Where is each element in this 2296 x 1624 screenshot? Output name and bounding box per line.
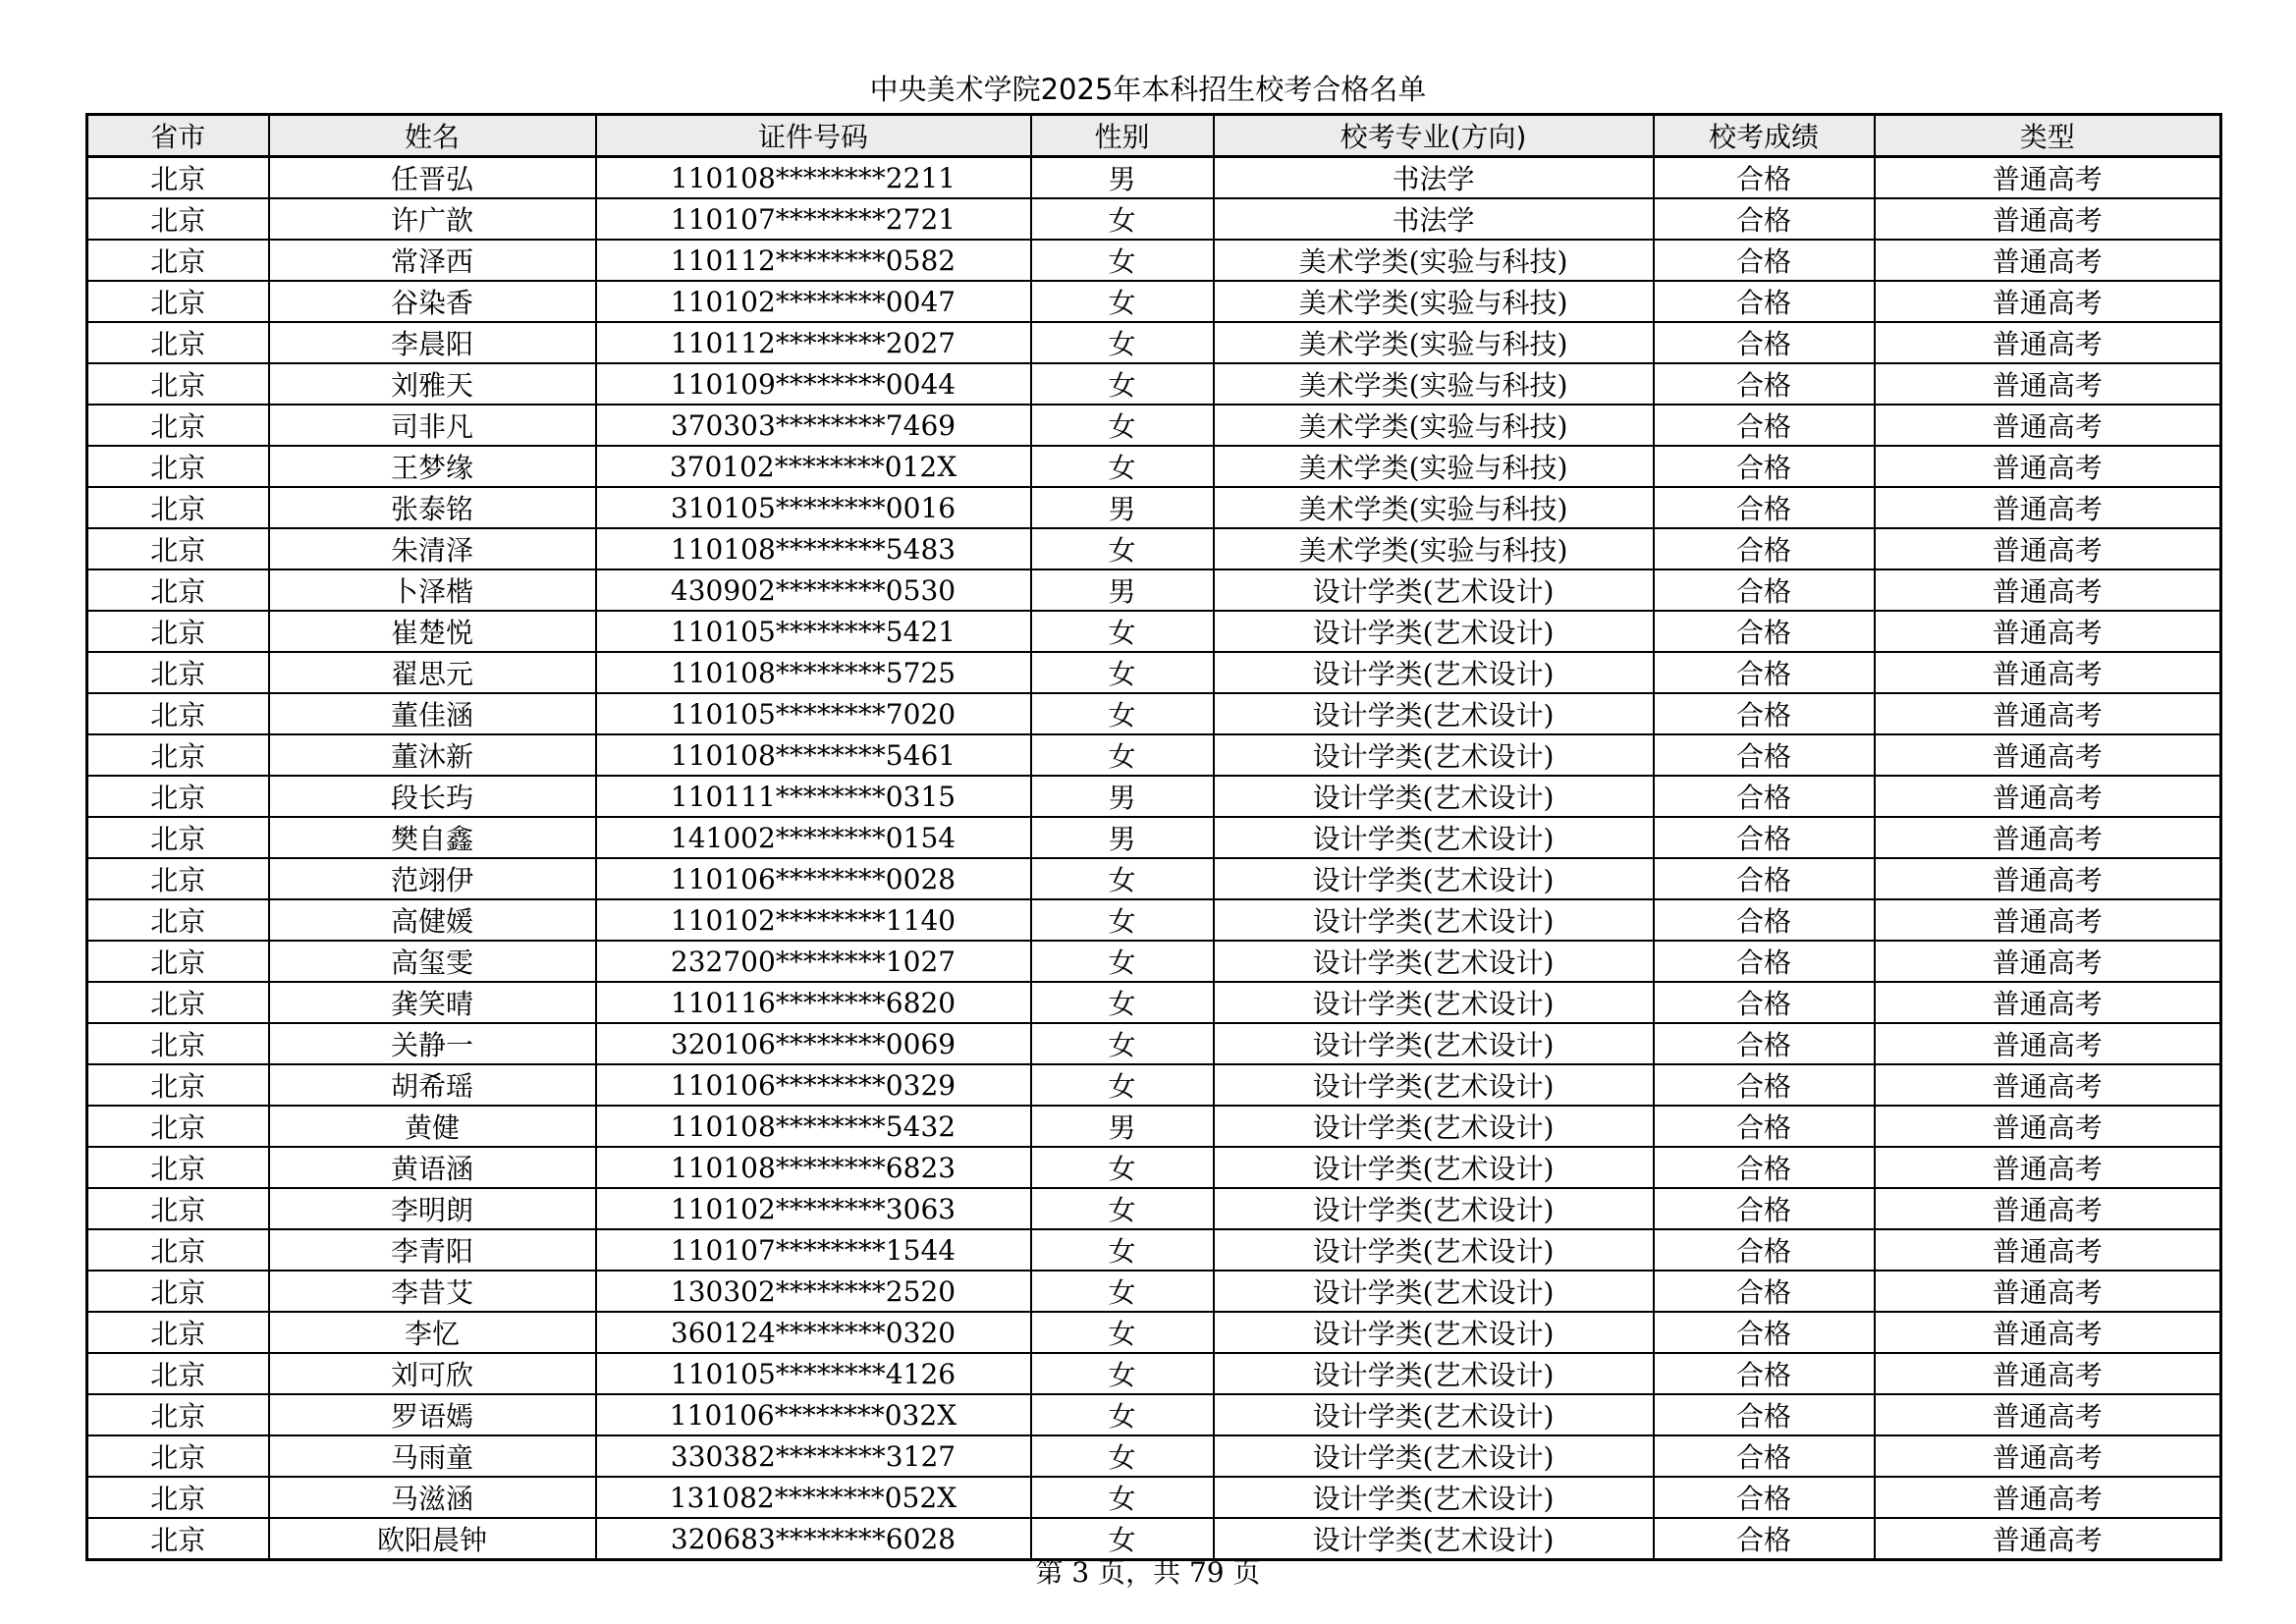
gender-cell: 女 [1031,1394,1214,1435]
id-number-cell: 110108********5461 [596,734,1031,776]
id-number-cell: 370303********7469 [596,405,1031,446]
name-cell: 卜泽楷 [269,569,596,611]
name-cell: 任晋弘 [269,157,596,199]
type-cell: 普通高考 [1875,487,2221,528]
id-number-cell: 110108********2211 [596,157,1031,199]
type-cell: 普通高考 [1875,1394,2221,1435]
id-number-cell: 110105********7020 [596,693,1031,734]
name-cell: 李青阳 [269,1229,596,1271]
type-cell: 普通高考 [1875,817,2221,858]
result-cell: 合格 [1654,363,1875,405]
id-number-cell: 130302********2520 [596,1271,1031,1312]
result-cell: 合格 [1654,1023,1875,1064]
id-number-cell: 110108********5483 [596,528,1031,569]
type-cell: 普通高考 [1875,1188,2221,1229]
province-cell: 北京 [87,858,269,899]
major-cell: 书法学 [1214,198,1654,240]
name-cell: 关静一 [269,1023,596,1064]
province-cell: 北京 [87,776,269,817]
result-cell: 合格 [1654,1312,1875,1353]
name-cell: 许广歆 [269,198,596,240]
gender-cell: 女 [1031,322,1214,363]
id-number-cell: 320106********0069 [596,1023,1031,1064]
type-cell: 普通高考 [1875,446,2221,487]
id-number-cell: 110107********2721 [596,198,1031,240]
table-row [87,528,2221,569]
type-cell: 普通高考 [1875,322,2221,363]
result-cell: 合格 [1654,1271,1875,1312]
province-cell: 北京 [87,1229,269,1271]
major-cell: 设计学类(艺术设计) [1214,1147,1654,1188]
table-row [87,982,2221,1023]
name-cell: 董沐新 [269,734,596,776]
province-cell: 北京 [87,240,269,281]
major-cell: 美术学类(实验与科技) [1214,363,1654,405]
result-cell: 合格 [1654,1106,1875,1147]
gender-cell: 女 [1031,899,1214,941]
id-number-cell: 110106********0028 [596,858,1031,899]
gender-cell: 女 [1031,1229,1214,1271]
gender-cell: 女 [1031,1271,1214,1312]
result-cell: 合格 [1654,1229,1875,1271]
table-row [87,1312,2221,1353]
major-cell: 设计学类(艺术设计) [1214,817,1654,858]
province-cell: 北京 [87,941,269,982]
name-cell: 马滋涵 [269,1477,596,1518]
id-number-cell: 310105********0016 [596,487,1031,528]
province-cell: 北京 [87,446,269,487]
id-number-cell: 232700********1027 [596,941,1031,982]
major-cell: 设计学类(艺术设计) [1214,1394,1654,1435]
major-cell: 设计学类(艺术设计) [1214,899,1654,941]
major-cell: 设计学类(艺术设计) [1214,1271,1654,1312]
type-cell: 普通高考 [1875,569,2221,611]
table-row [87,858,2221,899]
type-cell: 普通高考 [1875,240,2221,281]
id-number-cell: 110116********6820 [596,982,1031,1023]
type-cell: 普通高考 [1875,281,2221,322]
table-row [87,652,2221,693]
table-row [87,1353,2221,1394]
name-cell: 高健媛 [269,899,596,941]
type-cell: 普通高考 [1875,941,2221,982]
result-cell: 合格 [1654,446,1875,487]
table-row [87,1271,2221,1312]
gender-cell: 男 [1031,817,1214,858]
result-cell: 合格 [1654,982,1875,1023]
name-cell: 王梦缘 [269,446,596,487]
major-cell: 设计学类(艺术设计) [1214,1353,1654,1394]
id-number-cell: 141002********0154 [596,817,1031,858]
name-cell: 朱清泽 [269,528,596,569]
gender-cell: 女 [1031,941,1214,982]
major-cell: 美术学类(实验与科技) [1214,487,1654,528]
gender-cell: 男 [1031,487,1214,528]
major-cell: 美术学类(实验与科技) [1214,240,1654,281]
result-cell: 合格 [1654,1477,1875,1518]
name-cell: 刘雅天 [269,363,596,405]
column-header-province: 省市 [87,115,269,157]
table-row [87,611,2221,652]
gender-cell: 女 [1031,1312,1214,1353]
table-row [87,363,2221,405]
column-header-name: 姓名 [269,115,596,157]
gender-cell: 女 [1031,652,1214,693]
column-header-major: 校考专业(方向) [1214,115,1654,157]
id-number-cell: 131082********052X [596,1477,1031,1518]
id-number-cell: 110109********0044 [596,363,1031,405]
table-row [87,1147,2221,1188]
name-cell: 董佳涵 [269,693,596,734]
name-cell: 李忆 [269,1312,596,1353]
province-cell: 北京 [87,528,269,569]
table-row [87,1064,2221,1106]
major-cell: 美术学类(实验与科技) [1214,528,1654,569]
name-cell: 李明朗 [269,1188,596,1229]
name-cell: 刘可欣 [269,1353,596,1394]
name-cell: 司非凡 [269,405,596,446]
major-cell: 设计学类(艺术设计) [1214,693,1654,734]
name-cell: 黄语涵 [269,1147,596,1188]
major-cell: 设计学类(艺术设计) [1214,941,1654,982]
major-cell: 设计学类(艺术设计) [1214,1229,1654,1271]
type-cell: 普通高考 [1875,1064,2221,1106]
province-cell: 北京 [87,157,269,199]
type-cell: 普通高考 [1875,1518,2221,1560]
gender-cell: 女 [1031,240,1214,281]
major-cell: 书法学 [1214,157,1654,199]
gender-cell: 女 [1031,281,1214,322]
major-cell: 设计学类(艺术设计) [1214,611,1654,652]
gender-cell: 男 [1031,776,1214,817]
column-header-result: 校考成绩 [1654,115,1875,157]
id-number-cell: 430902********0530 [596,569,1031,611]
type-cell: 普通高考 [1875,1023,2221,1064]
type-cell: 普通高考 [1875,1435,2221,1477]
province-cell: 北京 [87,487,269,528]
province-cell: 北京 [87,1312,269,1353]
type-cell: 普通高考 [1875,157,2221,199]
province-cell: 北京 [87,198,269,240]
gender-cell: 男 [1031,569,1214,611]
table-row [87,734,2221,776]
id-number-cell: 110108********5432 [596,1106,1031,1147]
id-number-cell: 330382********3127 [596,1435,1031,1477]
gender-cell: 女 [1031,611,1214,652]
type-cell: 普通高考 [1875,363,2221,405]
table-body [87,157,2221,1560]
gender-cell: 女 [1031,528,1214,569]
name-cell: 常泽西 [269,240,596,281]
type-cell: 普通高考 [1875,982,2221,1023]
table-row [87,1435,2221,1477]
result-cell: 合格 [1654,1353,1875,1394]
result-cell: 合格 [1654,1188,1875,1229]
gender-cell: 女 [1031,982,1214,1023]
major-cell: 设计学类(艺术设计) [1214,1106,1654,1147]
gender-cell: 女 [1031,1353,1214,1394]
id-number-cell: 110105********5421 [596,611,1031,652]
major-cell: 设计学类(艺术设计) [1214,1312,1654,1353]
id-number-cell: 110112********2027 [596,322,1031,363]
table-row [87,1188,2221,1229]
name-cell: 崔楚悦 [269,611,596,652]
table-row [87,569,2221,611]
type-cell: 普通高考 [1875,1229,2221,1271]
id-number-cell: 110102********1140 [596,899,1031,941]
result-cell: 合格 [1654,322,1875,363]
province-cell: 北京 [87,652,269,693]
table-row [87,817,2221,858]
id-number-cell: 370102********012X [596,446,1031,487]
gender-cell: 女 [1031,1147,1214,1188]
province-cell: 北京 [87,569,269,611]
type-cell: 普通高考 [1875,734,2221,776]
province-cell: 北京 [87,611,269,652]
result-cell: 合格 [1654,899,1875,941]
gender-cell: 女 [1031,446,1214,487]
id-number-cell: 360124********0320 [596,1312,1031,1353]
page-footer: 第 3 页，共 79 页 [1035,1556,1261,1589]
province-cell: 北京 [87,1147,269,1188]
result-cell: 合格 [1654,528,1875,569]
table-row [87,322,2221,363]
province-cell: 北京 [87,1394,269,1435]
id-number-cell: 110106********032X [596,1394,1031,1435]
province-cell: 北京 [87,1188,269,1229]
province-cell: 北京 [87,363,269,405]
result-cell: 合格 [1654,858,1875,899]
type-cell: 普通高考 [1875,693,2221,734]
table-header-row [87,115,2221,157]
major-cell: 设计学类(艺术设计) [1214,776,1654,817]
result-cell: 合格 [1654,240,1875,281]
type-cell: 普通高考 [1875,1353,2221,1394]
type-cell: 普通高考 [1875,405,2221,446]
result-cell: 合格 [1654,817,1875,858]
table-row [87,1394,2221,1435]
major-cell: 设计学类(艺术设计) [1214,1518,1654,1560]
gender-cell: 女 [1031,1188,1214,1229]
province-cell: 北京 [87,1518,269,1560]
column-header-id-number: 证件号码 [596,115,1031,157]
result-cell: 合格 [1654,569,1875,611]
major-cell: 设计学类(艺术设计) [1214,1188,1654,1229]
province-cell: 北京 [87,1106,269,1147]
type-cell: 普通高考 [1875,611,2221,652]
type-cell: 普通高考 [1875,858,2221,899]
result-cell: 合格 [1654,157,1875,199]
major-cell: 设计学类(艺术设计) [1214,1435,1654,1477]
table-row [87,446,2221,487]
province-cell: 北京 [87,1477,269,1518]
result-cell: 合格 [1654,1394,1875,1435]
result-cell: 合格 [1654,652,1875,693]
name-cell: 张泰铭 [269,487,596,528]
province-cell: 北京 [87,734,269,776]
result-cell: 合格 [1654,611,1875,652]
id-number-cell: 110108********5725 [596,652,1031,693]
gender-cell: 男 [1031,1106,1214,1147]
id-number-cell: 110106********0329 [596,1064,1031,1106]
table-row [87,1477,2221,1518]
result-cell: 合格 [1654,1518,1875,1560]
result-cell: 合格 [1654,1435,1875,1477]
id-number-cell: 110107********1544 [596,1229,1031,1271]
table-row [87,693,2221,734]
type-cell: 普通高考 [1875,1312,2221,1353]
page-title: 中央美术学院2025年本科招生校考合格名单 [869,73,1427,106]
province-cell: 北京 [87,1353,269,1394]
table-row [87,405,2221,446]
province-cell: 北京 [87,281,269,322]
province-cell: 北京 [87,693,269,734]
name-cell: 马雨童 [269,1435,596,1477]
id-number-cell: 320683********6028 [596,1518,1031,1560]
gender-cell: 女 [1031,1064,1214,1106]
name-cell: 胡希瑶 [269,1064,596,1106]
gender-cell: 女 [1031,1518,1214,1560]
gender-cell: 男 [1031,157,1214,199]
province-cell: 北京 [87,817,269,858]
name-cell: 欧阳晨钟 [269,1518,596,1560]
result-cell: 合格 [1654,198,1875,240]
major-cell: 设计学类(艺术设计) [1214,858,1654,899]
gender-cell: 女 [1031,693,1214,734]
province-cell: 北京 [87,322,269,363]
gender-cell: 女 [1031,858,1214,899]
result-cell: 合格 [1654,487,1875,528]
table-row [87,776,2221,817]
gender-cell: 女 [1031,734,1214,776]
major-cell: 设计学类(艺术设计) [1214,652,1654,693]
name-cell: 罗语嫣 [269,1394,596,1435]
province-cell: 北京 [87,1064,269,1106]
table-row [87,240,2221,281]
table-row [87,1106,2221,1147]
result-cell: 合格 [1654,734,1875,776]
type-cell: 普通高考 [1875,899,2221,941]
name-cell: 樊自鑫 [269,817,596,858]
province-cell: 北京 [87,1023,269,1064]
table-row [87,1229,2221,1271]
province-cell: 北京 [87,1435,269,1477]
name-cell: 高玺雯 [269,941,596,982]
name-cell: 黄健 [269,1106,596,1147]
result-cell: 合格 [1654,1064,1875,1106]
column-header-gender: 性别 [1031,115,1214,157]
major-cell: 设计学类(艺术设计) [1214,1023,1654,1064]
major-cell: 设计学类(艺术设计) [1214,982,1654,1023]
result-cell: 合格 [1654,1147,1875,1188]
id-number-cell: 110102********3063 [596,1188,1031,1229]
result-cell: 合格 [1654,941,1875,982]
gender-cell: 女 [1031,198,1214,240]
name-cell: 范翊伊 [269,858,596,899]
type-cell: 普通高考 [1875,198,2221,240]
id-number-cell: 110108********6823 [596,1147,1031,1188]
gender-cell: 女 [1031,363,1214,405]
result-cell: 合格 [1654,693,1875,734]
column-header-type: 类型 [1875,115,2221,157]
name-cell: 李昔艾 [269,1271,596,1312]
gender-cell: 女 [1031,405,1214,446]
major-cell: 设计学类(艺术设计) [1214,1064,1654,1106]
name-cell: 李晨阳 [269,322,596,363]
type-cell: 普通高考 [1875,652,2221,693]
type-cell: 普通高考 [1875,528,2221,569]
name-cell: 谷染香 [269,281,596,322]
province-cell: 北京 [87,405,269,446]
major-cell: 设计学类(艺术设计) [1214,1477,1654,1518]
major-cell: 美术学类(实验与科技) [1214,322,1654,363]
name-cell: 龚笑晴 [269,982,596,1023]
major-cell: 美术学类(实验与科技) [1214,405,1654,446]
major-cell: 美术学类(实验与科技) [1214,446,1654,487]
province-cell: 北京 [87,1271,269,1312]
gender-cell: 女 [1031,1435,1214,1477]
major-cell: 美术学类(实验与科技) [1214,281,1654,322]
table-row [87,899,2221,941]
table-row [87,941,2221,982]
table-row [87,198,2221,240]
table-row [87,157,2221,199]
table-row [87,1023,2221,1064]
type-cell: 普通高考 [1875,1477,2221,1518]
id-number-cell: 110105********4126 [596,1353,1031,1394]
type-cell: 普通高考 [1875,1147,2221,1188]
province-cell: 北京 [87,899,269,941]
province-cell: 北京 [87,982,269,1023]
name-cell: 翟思元 [269,652,596,693]
gender-cell: 女 [1031,1477,1214,1518]
name-cell: 段长玙 [269,776,596,817]
type-cell: 普通高考 [1875,1106,2221,1147]
result-cell: 合格 [1654,281,1875,322]
result-cell: 合格 [1654,405,1875,446]
major-cell: 设计学类(艺术设计) [1214,734,1654,776]
gender-cell: 女 [1031,1023,1214,1064]
id-number-cell: 110112********0582 [596,240,1031,281]
admission-list-table [85,113,2222,1561]
major-cell: 设计学类(艺术设计) [1214,569,1654,611]
table-row [87,281,2221,322]
id-number-cell: 110102********0047 [596,281,1031,322]
id-number-cell: 110111********0315 [596,776,1031,817]
type-cell: 普通高考 [1875,1271,2221,1312]
table-row [87,487,2221,528]
result-cell: 合格 [1654,776,1875,817]
type-cell: 普通高考 [1875,776,2221,817]
